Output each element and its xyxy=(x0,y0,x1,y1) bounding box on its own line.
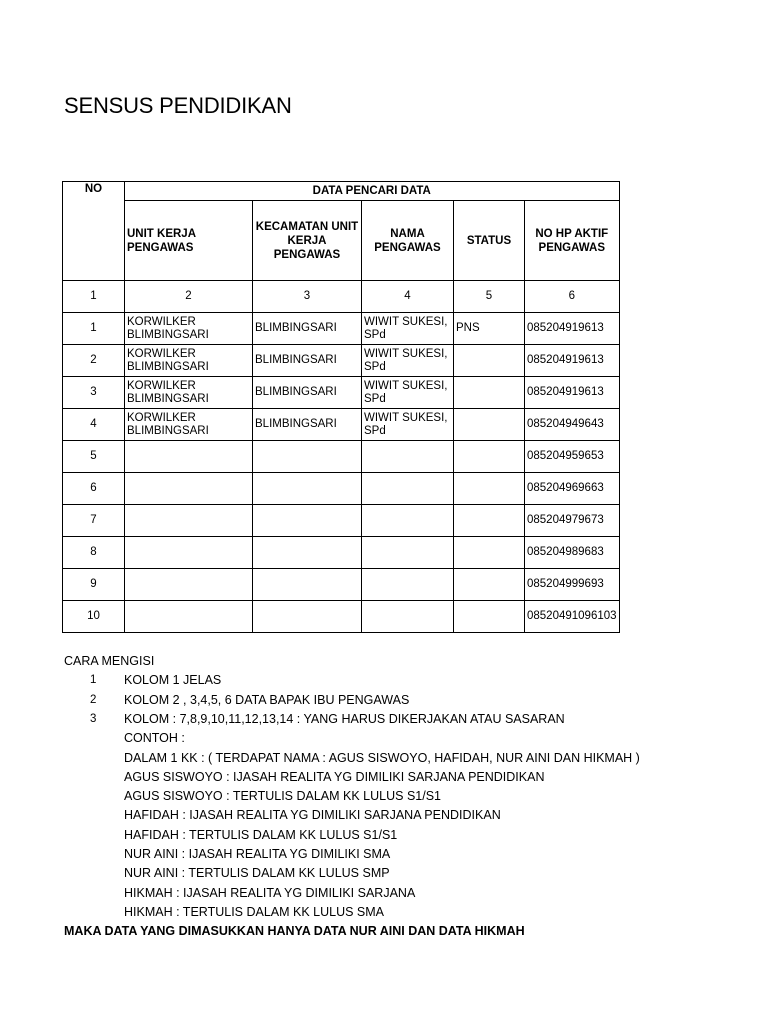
cell-no: 7 xyxy=(63,505,125,537)
table-row xyxy=(63,505,620,537)
cell-hp: 085204919613 xyxy=(525,345,620,377)
instruction-item: KOLOM : 7,8,9,10,11,12,13,14 : YANG HARUS DIKERJAKAN ATAU SASARAN xyxy=(124,711,565,726)
cell-no: 4 xyxy=(63,409,125,441)
cell-kecamatan xyxy=(253,537,362,569)
cell-no: 3 xyxy=(63,377,125,409)
column-number: 3 xyxy=(253,281,362,313)
table-row xyxy=(63,313,620,345)
cell-kecamatan xyxy=(253,505,362,537)
cell-unit xyxy=(125,473,253,505)
cell-status: PNS xyxy=(454,313,525,345)
cell-no: 1 xyxy=(63,313,125,345)
instructions-conclusion: MAKA DATA YANG DIMASUKKAN HANYA DATA NUR AINI DAN DATA HIKMAH xyxy=(64,924,525,939)
header-status: STATUS xyxy=(454,201,525,281)
cell-hp: 085204979673 xyxy=(525,505,620,537)
cell-status xyxy=(454,473,525,505)
cell-unit xyxy=(125,537,253,569)
cell-nama: WIWIT SUKESI, SPd xyxy=(362,345,454,377)
cell-no: 8 xyxy=(63,537,125,569)
cell-nama: WIWIT SUKESI, SPd xyxy=(362,409,454,441)
cell-unit: KORWILKER BLIMBINGSARI xyxy=(125,313,253,345)
table-body xyxy=(63,313,620,633)
header-data-pencari-data: DATA PENCARI DATA xyxy=(125,182,620,201)
table-row xyxy=(63,345,620,377)
cell-unit xyxy=(125,505,253,537)
cell-hp: 085204999693 xyxy=(525,569,620,601)
cell-hp: 085204959653 xyxy=(525,441,620,473)
cell-unit xyxy=(125,569,253,601)
cell-kecamatan xyxy=(253,441,362,473)
cell-hp: 085204919613 xyxy=(525,377,620,409)
instructions-heading: CARA MENGISI xyxy=(64,654,155,668)
column-number-row xyxy=(63,281,620,313)
cell-kecamatan: BLIMBINGSARI xyxy=(253,345,362,377)
cell-status xyxy=(454,409,525,441)
example-line: AGUS SISWOYO : TERTULIS DALAM KK LULUS S1/S1 xyxy=(124,789,441,804)
example-line: AGUS SISWOYO : IJASAH REALITA YG DIMILIKI SARJANA PENDIDIKAN xyxy=(124,769,545,784)
cell-no: 2 xyxy=(63,345,125,377)
instruction-number: 2 xyxy=(90,693,97,706)
header-no-hp: NO HP AKTIF PENGAWAS xyxy=(525,201,620,281)
example-line: HAFIDAH : IJASAH REALITA YG DIMILIKI SARJANA PENDIDIKAN xyxy=(124,808,501,823)
cell-status xyxy=(454,569,525,601)
cell-kecamatan: BLIMBINGSARI xyxy=(253,313,362,345)
table-column-header-row xyxy=(63,201,620,281)
table-row xyxy=(63,377,620,409)
header-unit-kerja: UNIT KERJA PENGAWAS xyxy=(125,201,253,281)
column-number: 6 xyxy=(525,281,620,313)
table-row xyxy=(63,601,620,633)
cell-kecamatan: BLIMBINGSARI xyxy=(253,409,362,441)
cell-kecamatan: BLIMBINGSARI xyxy=(253,377,362,409)
table-row xyxy=(63,409,620,441)
cell-no: 5 xyxy=(63,441,125,473)
example-line: HAFIDAH : TERTULIS DALAM KK LULUS S1/S1 xyxy=(124,827,398,842)
table-row xyxy=(63,441,620,473)
cell-nama: WIWIT SUKESI, SPd xyxy=(362,377,454,409)
table-row xyxy=(63,569,620,601)
instruction-number: 1 xyxy=(90,674,97,687)
cell-hp: 085204949643 xyxy=(525,409,620,441)
table-header-row xyxy=(63,182,620,201)
instruction-item: KOLOM 1 JELAS xyxy=(124,673,222,688)
cell-status xyxy=(454,537,525,569)
cell-no: 9 xyxy=(63,569,125,601)
cell-unit xyxy=(125,601,253,633)
cell-unit: KORWILKER BLIMBINGSARI xyxy=(125,409,253,441)
cell-nama xyxy=(362,601,454,633)
cell-kecamatan xyxy=(253,569,362,601)
example-line: CONTOH : xyxy=(124,731,185,746)
cell-nama xyxy=(362,569,454,601)
header-nama: NAMA PENGAWAS xyxy=(362,201,454,281)
cell-unit: KORWILKER BLIMBINGSARI xyxy=(125,377,253,409)
example-line: HIKMAH : TERTULIS DALAM KK LULUS SMA xyxy=(124,904,385,919)
cell-nama xyxy=(362,505,454,537)
page-title: SENSUS PENDIDIKAN xyxy=(64,93,292,118)
example-line: NUR AINI : TERTULIS DALAM KK LULUS SMP xyxy=(124,866,390,881)
cell-hp: 085204919613 xyxy=(525,313,620,345)
cell-nama: WIWIT SUKESI, SPd xyxy=(362,313,454,345)
cell-unit: KORWILKER BLIMBINGSARI xyxy=(125,345,253,377)
example-line: HIKMAH : IJASAH REALITA YG DIMILIKI SARJANA xyxy=(124,885,416,900)
cell-hp: 085204969663 xyxy=(525,473,620,505)
instruction-number: 3 xyxy=(90,712,97,725)
table-row xyxy=(63,537,620,569)
cell-kecamatan xyxy=(253,601,362,633)
cell-nama xyxy=(362,537,454,569)
instruction-item: KOLOM 2 , 3,4,5, 6 DATA BAPAK IBU PENGAWAS xyxy=(124,692,410,707)
header-no: NO xyxy=(63,182,125,281)
cell-nama xyxy=(362,441,454,473)
cell-status xyxy=(454,377,525,409)
cell-kecamatan xyxy=(253,473,362,505)
cell-unit xyxy=(125,441,253,473)
cell-status xyxy=(454,601,525,633)
cell-no: 10 xyxy=(63,601,125,633)
example-line: NUR AINI : IJASAH REALITA YG DIMILIKI SMA xyxy=(124,847,391,861)
column-number: 5 xyxy=(454,281,525,313)
cell-status xyxy=(454,441,525,473)
column-number: 2 xyxy=(125,281,253,313)
data-table xyxy=(62,181,620,633)
table-row xyxy=(63,473,620,505)
example-line: DALAM 1 KK : ( TERDAPAT NAMA : AGUS SISWOYO, HAFIDAH, NUR AINI DAN HIKMAH ) xyxy=(124,750,640,765)
cell-nama xyxy=(362,473,454,505)
cell-no: 6 xyxy=(63,473,125,505)
column-number: 1 xyxy=(63,281,125,313)
cell-status xyxy=(454,505,525,537)
cell-hp: 085204989683 xyxy=(525,537,620,569)
header-kecamatan: KECAMATAN UNIT KERJA PENGAWAS xyxy=(253,201,362,281)
cell-status xyxy=(454,345,525,377)
column-number: 4 xyxy=(362,281,454,313)
cell-hp: 08520491096103 xyxy=(525,601,620,633)
